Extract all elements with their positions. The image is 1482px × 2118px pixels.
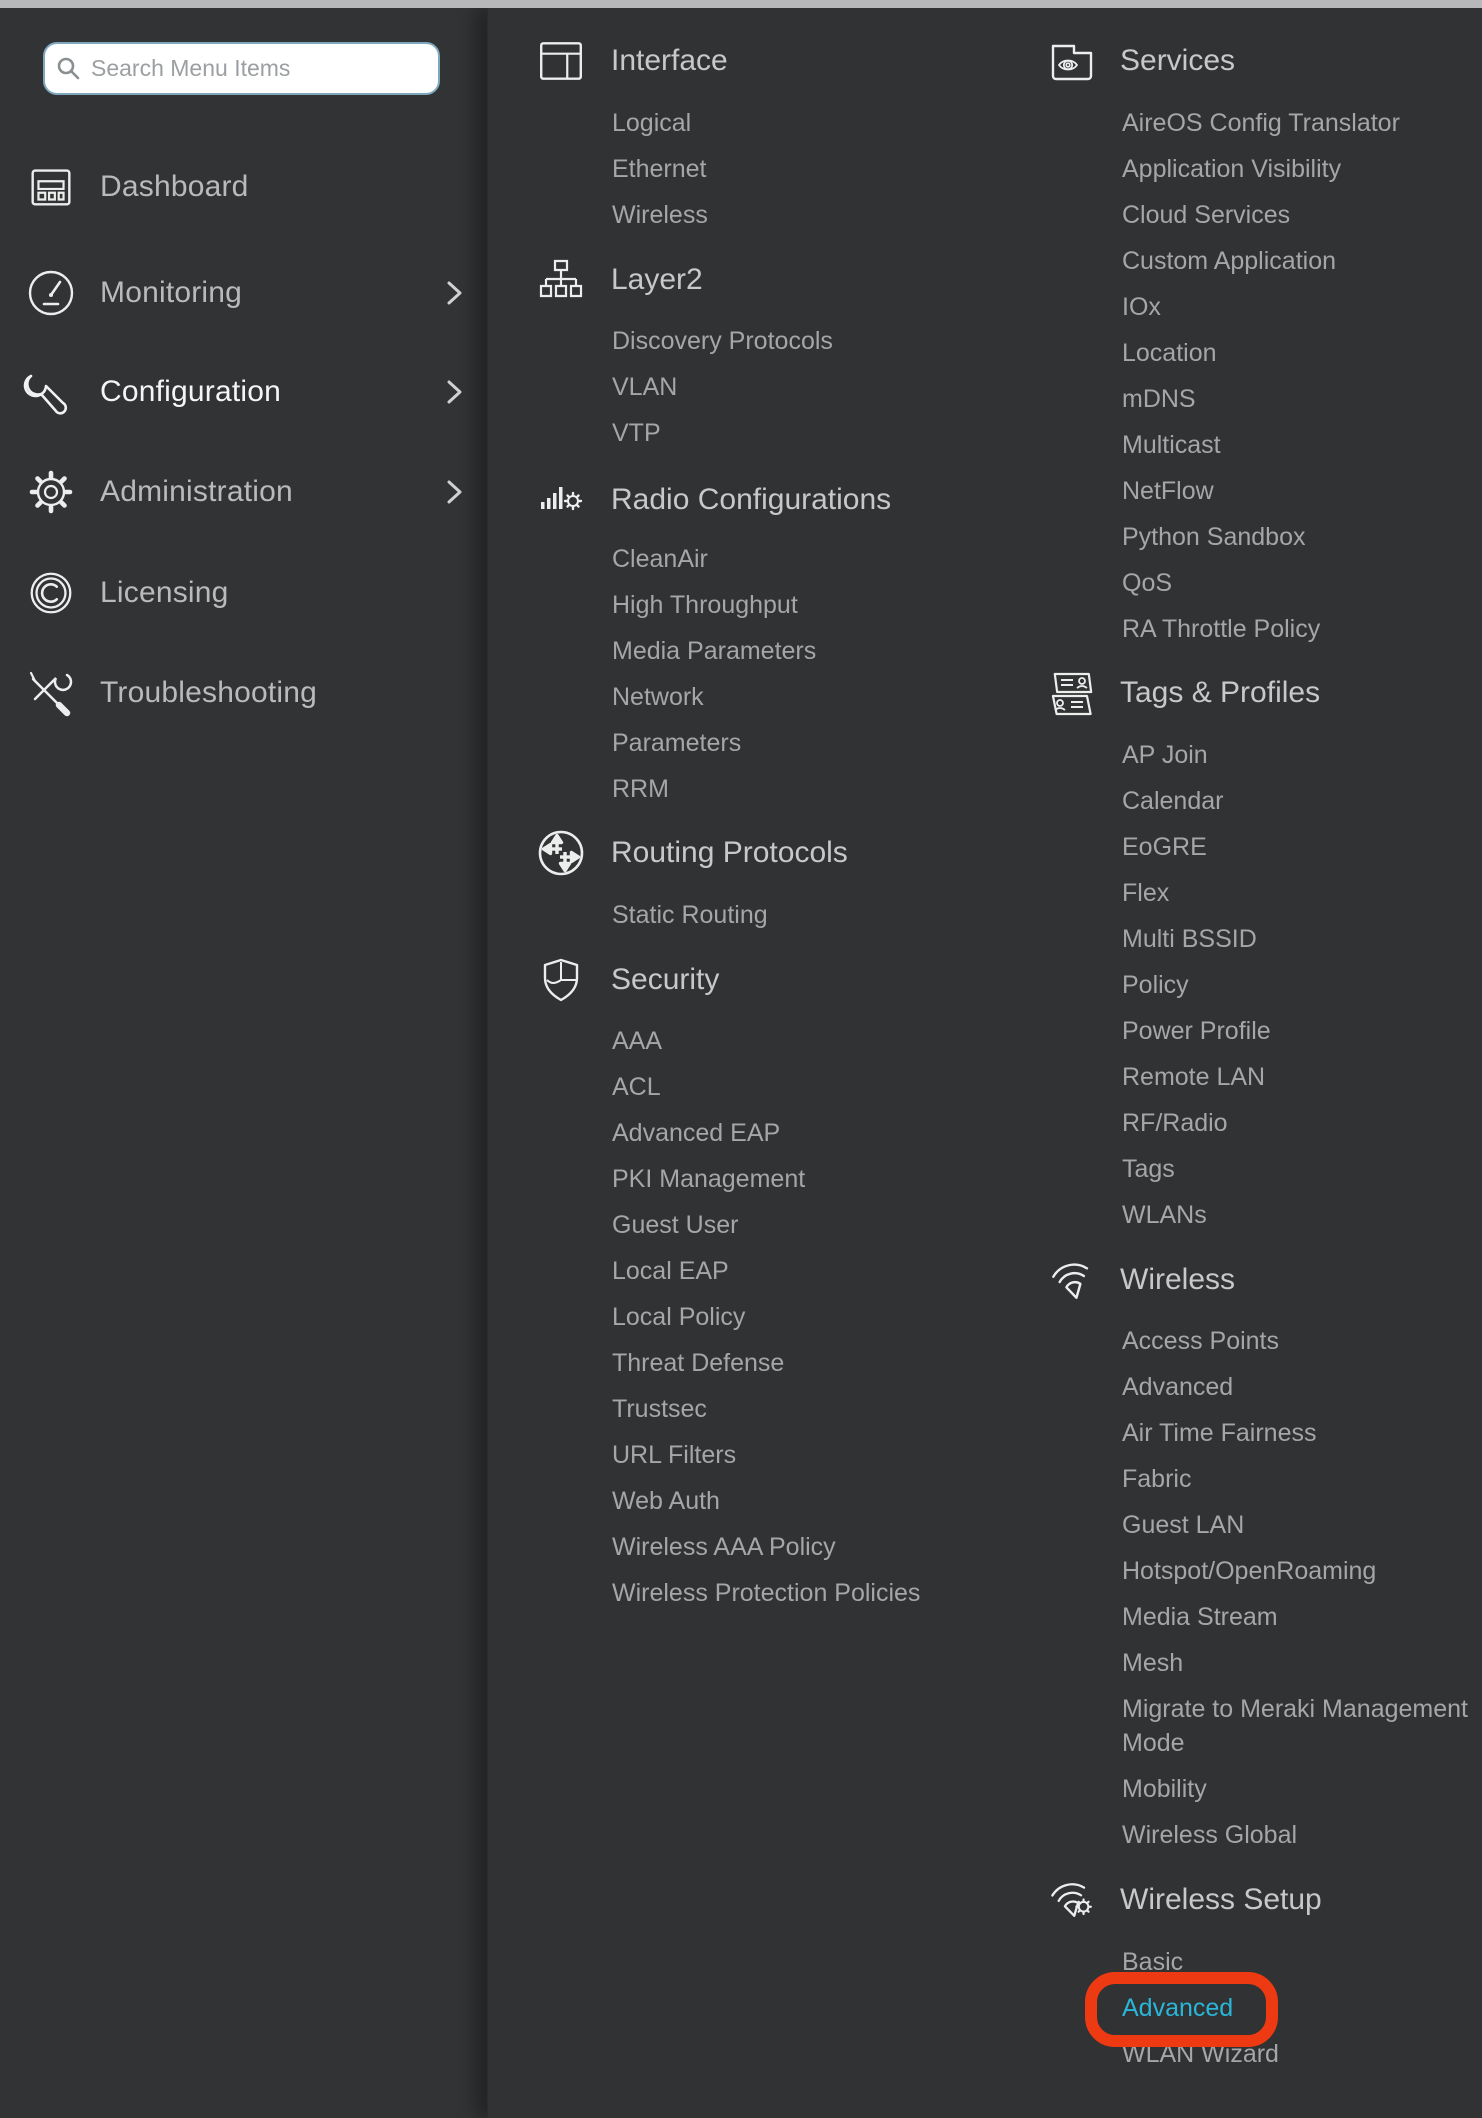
menu-item[interactable]: Trustsec <box>612 1395 707 1423</box>
menu-item[interactable]: Guest LAN <box>1122 1511 1245 1539</box>
menu-item[interactable]: ACL <box>612 1073 661 1101</box>
menu-item[interactable]: Ethernet <box>612 155 707 183</box>
menu-item[interactable]: High Throughput <box>612 591 798 619</box>
menu-item[interactable]: Cloud Services <box>1122 201 1291 229</box>
section-title: Security <box>611 963 720 996</box>
section-title: Services <box>1120 44 1236 77</box>
section-title: Layer2 <box>611 263 703 296</box>
interface-icon <box>533 33 589 89</box>
menu-item[interactable]: Hotspot/OpenRoaming <box>1122 1557 1377 1585</box>
routing-protocols-icon <box>533 825 589 881</box>
menu-item[interactable]: Advanced <box>1122 1373 1234 1401</box>
menu-item[interactable]: Mobility <box>1122 1775 1207 1803</box>
wireless-setup-icon <box>1046 1874 1098 1926</box>
administration-icon <box>21 462 81 522</box>
menu-item[interactable]: Application Visibility <box>1122 155 1342 183</box>
menu-item[interactable]: Access Points <box>1122 1327 1280 1355</box>
menu-item[interactable]: Wireless AAA Policy <box>612 1533 836 1561</box>
menu-item[interactable]: Advanced EAP <box>612 1119 781 1147</box>
menu-item[interactable]: Local EAP <box>612 1257 729 1285</box>
menu-item[interactable]: Wireless Protection Policies <box>612 1579 921 1607</box>
menu-item[interactable]: Multi BSSID <box>1122 925 1257 953</box>
radio-configurations-icon <box>533 472 589 528</box>
menu-item[interactable]: VTP <box>612 419 661 447</box>
sidebar-item-label: Licensing <box>100 576 229 609</box>
menu-item[interactable]: mDNS <box>1122 385 1196 413</box>
menu-item[interactable]: URL Filters <box>612 1441 737 1469</box>
sidebar-item-label: Troubleshooting <box>100 676 318 709</box>
menu-item[interactable]: PKI Management <box>612 1165 806 1193</box>
chevron-right-icon <box>445 279 465 307</box>
sidebar-item-label: Administration <box>100 475 293 508</box>
menu-item[interactable]: Calendar <box>1122 787 1224 815</box>
top-edge-strip <box>0 0 1482 8</box>
menu-item[interactable]: Local Policy <box>612 1303 746 1331</box>
section-title: Routing Protocols <box>611 836 848 869</box>
menu-item[interactable]: Guest User <box>612 1211 739 1239</box>
menu-item[interactable]: Threat Defense <box>612 1349 785 1377</box>
tags-profiles-icon <box>1046 667 1098 719</box>
main-sidebar <box>0 8 487 2118</box>
menu-item[interactable]: Media Parameters <box>612 637 817 665</box>
configuration-icon <box>21 362 81 422</box>
section-title: Wireless Setup <box>1120 1883 1322 1916</box>
menu-item[interactable]: Fabric <box>1122 1465 1192 1493</box>
menu-item[interactable]: RRM <box>612 775 669 803</box>
chevron-right-icon <box>445 378 465 406</box>
menu-item[interactable]: Power Profile <box>1122 1017 1271 1045</box>
menu-item[interactable]: EoGRE <box>1122 833 1207 861</box>
menu-item[interactable]: AAA <box>612 1027 663 1055</box>
menu-item-advanced[interactable]: Advanced <box>1122 1994 1234 2022</box>
layer2-icon <box>533 252 589 308</box>
menu-item[interactable]: Migrate to Meraki Management Mode <box>1122 1695 1468 1757</box>
menu-item[interactable]: WLANs <box>1122 1201 1207 1229</box>
menu-item[interactable]: AireOS Config Translator <box>1122 109 1400 137</box>
licensing-icon <box>21 563 81 623</box>
search-box <box>43 42 440 95</box>
menu-item[interactable]: IOx <box>1122 293 1161 321</box>
menu-item[interactable]: Air Time Fairness <box>1122 1419 1317 1447</box>
menu-item[interactable]: Logical <box>612 109 692 137</box>
search-input[interactable] <box>43 42 440 95</box>
sidebar-item-configuration[interactable] <box>0 360 487 424</box>
menu-item[interactable]: Static Routing <box>612 901 768 929</box>
sidebar-item-monitoring[interactable] <box>0 261 487 325</box>
menu-item[interactable]: Policy <box>1122 971 1189 999</box>
menu-item[interactable]: Wireless Global <box>1122 1821 1298 1849</box>
sidebar-item-dashboard[interactable] <box>0 155 487 219</box>
dashboard-icon <box>21 157 81 217</box>
menu-item[interactable]: Web Auth <box>612 1487 720 1515</box>
sidebar-item-label: Dashboard <box>100 170 249 203</box>
menu-item[interactable]: RF/Radio <box>1122 1109 1228 1137</box>
menu-item[interactable]: Location <box>1122 339 1217 367</box>
menu-item[interactable]: WLAN Wizard <box>1122 2040 1279 2068</box>
menu-item[interactable]: Flex <box>1122 879 1170 907</box>
menu-item[interactable]: Custom Application <box>1122 247 1337 275</box>
menu-item[interactable]: Basic <box>1122 1948 1184 1976</box>
menu-item[interactable]: Media Stream <box>1122 1603 1278 1631</box>
menu-item[interactable]: Parameters <box>612 729 742 757</box>
sidebar-item-administration[interactable] <box>0 460 487 524</box>
menu-item[interactable]: CleanAir <box>612 545 708 573</box>
menu-item[interactable]: Python Sandbox <box>1122 523 1306 551</box>
sidebar-item-troubleshooting[interactable] <box>0 661 487 725</box>
monitoring-icon <box>21 263 81 323</box>
section-title: Wireless <box>1120 1263 1236 1296</box>
menu-item[interactable]: QoS <box>1122 569 1173 597</box>
menu-item[interactable]: Network <box>612 683 704 711</box>
section-title: Radio Configurations <box>611 483 892 516</box>
menu-item[interactable]: AP Join <box>1122 741 1208 769</box>
chevron-right-icon <box>445 478 465 506</box>
menu-item[interactable]: Discovery Protocols <box>612 327 833 355</box>
troubleshooting-icon <box>21 663 81 723</box>
menu-item[interactable]: Tags <box>1122 1155 1175 1183</box>
sidebar-item-label: Monitoring <box>100 276 243 309</box>
menu-item[interactable]: Multicast <box>1122 431 1221 459</box>
menu-item[interactable]: VLAN <box>612 373 678 401</box>
services-icon <box>1046 35 1098 87</box>
menu-item[interactable]: Remote LAN <box>1122 1063 1266 1091</box>
sidebar-item-licensing[interactable] <box>0 561 487 625</box>
menu-item[interactable]: Mesh <box>1122 1649 1184 1677</box>
section-title: Tags & Profiles <box>1120 676 1321 709</box>
menu-item[interactable]: NetFlow <box>1122 477 1214 505</box>
security-icon <box>533 952 589 1008</box>
sidebar-item-label: Configuration <box>100 375 282 408</box>
menu-item[interactable]: RA Throttle Policy <box>1122 615 1321 643</box>
section-title: Interface <box>611 44 728 77</box>
wireless-icon <box>1046 1254 1098 1306</box>
menu-item[interactable]: Wireless <box>612 201 708 229</box>
